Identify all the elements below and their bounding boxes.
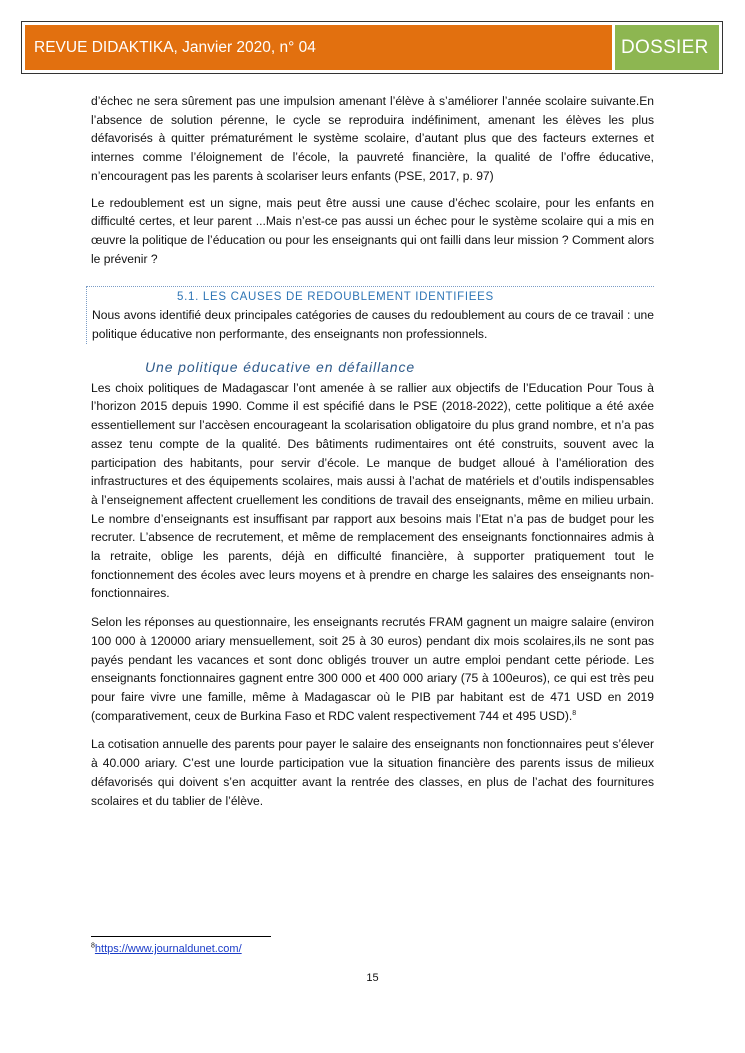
page-number: 15: [366, 972, 379, 984]
paragraph-policy: Les choix politiques de Madagascar l’ont amenée à se rallier aux objectifs de l’Education Pour Tous à l’horizon 2015 depuis 1990. Comme il est spécifié dans le PSE (2018-2022), cette politique a été axée essentiellement sur l’accèsen encourageant la scolarisation obligatoire du plus grand nombre, et n’a pas assez tenu compte de la qualité. Des bâtiments rudimentaires ont été construits, souvent avec la participation des habitants, pour servir d’école. Le manque de budget alloué à l’amélioration des infrastructures et des équipements scolaires, mais aussi à l’achat de matériels et d’outils indispensables à l’enseignement affectent cruellement les conditions de travail des enseignants, même en milieu urbain. Le nombre d’enseignants est insuffisant par rapport aux besoins mais l’Etat n’a pas de budget pour les recruter. L’absence de recrutement, et même de remplacement des enseignants fonctionnaires admis à la retraite, oblige les parents, déjà en difficulté financière, à supporter pratiquement tout le fonctionnement des écoles avec leurs moyens et à prendre en charge les salaires des enseignants non-fonctionnaires.: [91, 380, 654, 601]
rubric-label: DOSSIER: [615, 25, 719, 70]
paragraph-salaries-text: Selon les réponses au questionnaire, les enseignants recrutés FRAM gagnent un maigre salaire (environ 100 000 à 120000 ariary mensuellement, soit 25 à 30 euros) pendant dix mois scolaires,ils ne sont pas payés pendant les vacances et sont donc obligés trouver un autre emploi pendant cette période. Les enseignants fonctionnaires gagnent entre 300 000 et 400 000 ariary (75 à 100euros), ce qui est très peu pour faire vivre une famille, même à Madagascar où le PIB par habitant est de 471 USD en 2019 (comparativement, ceux de Burkina Faso et RDC valent respectivement 744 et 495 USD).: [91, 615, 654, 723]
section-heading-box: [86, 286, 654, 343]
subsection-title: Une politique éducative en défaillance: [145, 358, 416, 375]
journal-title: REVUE DIDAKTIKA, Janvier 2020, n° 04: [25, 25, 612, 70]
footnote-link[interactable]: https://www.journaldunet.com/: [94, 943, 242, 955]
article-body: [91, 92, 654, 810]
footnote-separator: [91, 936, 271, 937]
paragraph-intro-2: Le redoublement est un signe, mais peut être aussi une cause d’échec scolaire, pour les enfants en difficulté certes, et leur parent ...Mais n’est-ce pas aussi un échec pour le système scolaire qui a mis en œuvre la politique de l’éducation ou pour les enseignants qui ont failli dans leur mission ? Comment alors le prévenir ?: [91, 195, 654, 266]
paragraph-intro-1: d’échec ne sera sûrement pas une impulsion amenant l’élève à s’améliorer l’année scolaire suivante.En l’absence de solution pérenne, le cycle se reproduira indéfiniment, amenant les élèves les plus défavorisés à quitter prématurément le système scolaire, d’autant plus que des facteurs externes et internes comme l’éloignement de l’école, la pauvreté financière, la qualité de l’offre éducative, n’encouragent pas les parents à scolariser leurs enfants (PSE, 2017, p. 97): [91, 94, 654, 183]
section-title: 5.1. LES CAUSES DE REDOUBLEMENT IDENTIFIEES: [177, 291, 494, 304]
footnote-number: 8: [91, 942, 95, 950]
paragraph-salaries: [91, 613, 654, 725]
page-header: [21, 21, 723, 74]
section-intro: Nous avons identifié deux principales catégories de causes du redoublement au cours de ce travail : une politique éducative non performante, des enseignants non professionnels.: [92, 308, 654, 342]
paragraph-contribution: La cotisation annuelle des parents pour payer le salaire des enseignants non fonctionnaires peut s’élever à 40.000 ariary. C’est une lourde participation vue la situation financière des parents issus de milieux défavorisés qui doivent s’en acquitter avant la rentrée des classes, en plus de l’achat des fournitures scolaires et du tablier de l’élève.: [91, 737, 654, 808]
footnote: [91, 942, 242, 956]
footnote-reference: 8: [572, 709, 577, 717]
